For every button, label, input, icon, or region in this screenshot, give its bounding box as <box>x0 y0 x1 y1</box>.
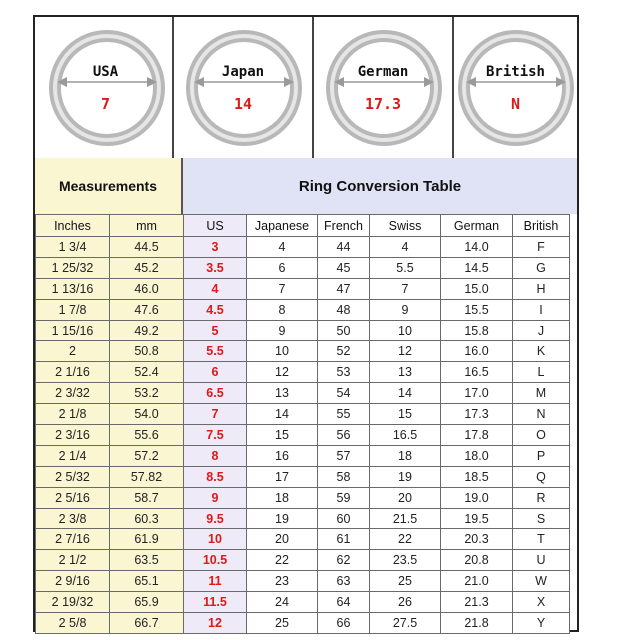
column-header-row <box>36 215 570 237</box>
cell-inches: 2 3/32 <box>36 383 110 404</box>
cell-inches: 2 1/8 <box>36 404 110 425</box>
cell-japanese: 13 <box>247 383 318 404</box>
table-row <box>36 383 570 404</box>
cell-mm: 58.7 <box>110 487 184 508</box>
cell-french: 58 <box>318 466 370 487</box>
table-row <box>36 592 570 613</box>
cell-swiss: 4 <box>370 237 441 258</box>
cell-british: M <box>513 383 570 404</box>
cell-japanese: 10 <box>247 341 318 362</box>
cell-british: U <box>513 550 570 571</box>
ring-graphic <box>35 17 174 158</box>
cell-swiss: 5.5 <box>370 257 441 278</box>
cell-inches: 2 5/32 <box>36 466 110 487</box>
ring-size-chart <box>33 15 579 632</box>
cell-british: L <box>513 362 570 383</box>
cell-us: 7.5 <box>184 425 247 446</box>
measurements-heading: Measurements <box>35 158 183 214</box>
cell-japanese: 25 <box>247 613 318 634</box>
cell-japanese: 8 <box>247 299 318 320</box>
cell-us: 5.5 <box>184 341 247 362</box>
cell-german: 16.5 <box>441 362 513 383</box>
cell-french: 59 <box>318 487 370 508</box>
ring-country-label: British <box>485 64 545 80</box>
cell-british: I <box>513 299 570 320</box>
cell-german: 14.5 <box>441 257 513 278</box>
cell-mm: 57.82 <box>110 466 184 487</box>
cell-japanese: 23 <box>247 571 318 592</box>
cell-german: 20.3 <box>441 529 513 550</box>
cell-mm: 54.0 <box>110 404 184 425</box>
ring-size-value: N <box>510 95 521 113</box>
cell-us: 10 <box>184 529 247 550</box>
cell-british: T <box>513 529 570 550</box>
cell-german: 15.5 <box>441 299 513 320</box>
cell-french: 66 <box>318 613 370 634</box>
ring-usa <box>35 17 174 158</box>
cell-french: 64 <box>318 592 370 613</box>
cell-japanese: 9 <box>247 320 318 341</box>
cell-german: 14.0 <box>441 237 513 258</box>
cell-german: 17.0 <box>441 383 513 404</box>
cell-japanese: 14 <box>247 404 318 425</box>
cell-british: G <box>513 257 570 278</box>
cell-inches: 2 5/8 <box>36 613 110 634</box>
cell-german: 19.5 <box>441 508 513 529</box>
cell-mm: 57.2 <box>110 445 184 466</box>
cell-swiss: 15 <box>370 404 441 425</box>
cell-british: S <box>513 508 570 529</box>
cell-inches: 1 25/32 <box>36 257 110 278</box>
cell-swiss: 7 <box>370 278 441 299</box>
cell-french: 62 <box>318 550 370 571</box>
cell-swiss: 14 <box>370 383 441 404</box>
cell-mm: 61.9 <box>110 529 184 550</box>
cell-british: F <box>513 237 570 258</box>
cell-us: 9 <box>184 487 247 508</box>
cell-german: 18.5 <box>441 466 513 487</box>
cell-us: 8 <box>184 445 247 466</box>
cell-french: 56 <box>318 425 370 446</box>
cell-mm: 45.2 <box>110 257 184 278</box>
cell-german: 17.3 <box>441 404 513 425</box>
cell-us: 5 <box>184 320 247 341</box>
cell-japanese: 19 <box>247 508 318 529</box>
table-row <box>36 445 570 466</box>
col-header-french: French <box>318 215 370 237</box>
cell-swiss: 18 <box>370 445 441 466</box>
cell-us: 6.5 <box>184 383 247 404</box>
cell-swiss: 16.5 <box>370 425 441 446</box>
col-header-us: US <box>184 215 247 237</box>
cell-inches: 2 19/32 <box>36 592 110 613</box>
cell-mm: 55.6 <box>110 425 184 446</box>
table-row <box>36 278 570 299</box>
table-row <box>36 425 570 446</box>
cell-mm: 44.5 <box>110 237 184 258</box>
cell-inches: 1 15/16 <box>36 320 110 341</box>
cell-swiss: 9 <box>370 299 441 320</box>
ring-graphic <box>314 17 454 158</box>
ring-graphic <box>454 17 577 158</box>
cell-us: 3.5 <box>184 257 247 278</box>
cell-inches: 2 9/16 <box>36 571 110 592</box>
ring-size-value: 17.3 <box>364 95 402 113</box>
cell-japanese: 16 <box>247 445 318 466</box>
cell-british: Y <box>513 613 570 634</box>
cell-german: 19.0 <box>441 487 513 508</box>
cell-japanese: 22 <box>247 550 318 571</box>
cell-swiss: 10 <box>370 320 441 341</box>
col-header-german: German <box>441 215 513 237</box>
cell-swiss: 25 <box>370 571 441 592</box>
cell-mm: 66.7 <box>110 613 184 634</box>
col-header-mm: mm <box>110 215 184 237</box>
table-row <box>36 299 570 320</box>
cell-swiss: 19 <box>370 466 441 487</box>
cell-british: P <box>513 445 570 466</box>
cell-japanese: 4 <box>247 237 318 258</box>
cell-french: 47 <box>318 278 370 299</box>
col-header-inches: Inches <box>36 215 110 237</box>
cell-mm: 53.2 <box>110 383 184 404</box>
cell-inches: 1 13/16 <box>36 278 110 299</box>
cell-french: 61 <box>318 529 370 550</box>
cell-inches: 2 1/4 <box>36 445 110 466</box>
cell-mm: 52.4 <box>110 362 184 383</box>
ring-strip <box>35 17 577 160</box>
table-row <box>36 613 570 634</box>
cell-japanese: 17 <box>247 466 318 487</box>
cell-mm: 49.2 <box>110 320 184 341</box>
cell-swiss: 13 <box>370 362 441 383</box>
cell-mm: 47.6 <box>110 299 184 320</box>
cell-us: 12 <box>184 613 247 634</box>
cell-inches: 2 5/16 <box>36 487 110 508</box>
cell-us: 10.5 <box>184 550 247 571</box>
table-row <box>36 466 570 487</box>
col-header-swiss: Swiss <box>370 215 441 237</box>
cell-japanese: 6 <box>247 257 318 278</box>
cell-german: 15.0 <box>441 278 513 299</box>
cell-mm: 60.3 <box>110 508 184 529</box>
cell-british: J <box>513 320 570 341</box>
cell-british: W <box>513 571 570 592</box>
cell-swiss: 27.5 <box>370 613 441 634</box>
cell-swiss: 21.5 <box>370 508 441 529</box>
cell-inches: 2 3/8 <box>36 508 110 529</box>
table-row <box>36 237 570 258</box>
cell-german: 21.8 <box>441 613 513 634</box>
ring-graphic <box>174 17 314 158</box>
cell-us: 11 <box>184 571 247 592</box>
cell-inches: 2 1/2 <box>36 550 110 571</box>
col-header-british: British <box>513 215 570 237</box>
table-row <box>36 362 570 383</box>
cell-japanese: 20 <box>247 529 318 550</box>
cell-german: 21.3 <box>441 592 513 613</box>
cell-swiss: 22 <box>370 529 441 550</box>
cell-inches: 2 1/16 <box>36 362 110 383</box>
cell-us: 4 <box>184 278 247 299</box>
cell-us: 6 <box>184 362 247 383</box>
cell-inches: 2 7/16 <box>36 529 110 550</box>
cell-swiss: 20 <box>370 487 441 508</box>
cell-french: 52 <box>318 341 370 362</box>
table-row <box>36 320 570 341</box>
table-row <box>36 257 570 278</box>
cell-japanese: 12 <box>247 362 318 383</box>
cell-mm: 46.0 <box>110 278 184 299</box>
cell-inches: 1 7/8 <box>36 299 110 320</box>
cell-french: 53 <box>318 362 370 383</box>
cell-german: 17.8 <box>441 425 513 446</box>
table-row <box>36 487 570 508</box>
cell-british: X <box>513 592 570 613</box>
col-header-japanese: Japanese <box>247 215 318 237</box>
cell-japanese: 18 <box>247 487 318 508</box>
cell-japanese: 15 <box>247 425 318 446</box>
cell-swiss: 12 <box>370 341 441 362</box>
cell-swiss: 26 <box>370 592 441 613</box>
cell-us: 11.5 <box>184 592 247 613</box>
cell-mm: 63.5 <box>110 550 184 571</box>
ring-size-value: 14 <box>233 95 253 113</box>
cell-us: 9.5 <box>184 508 247 529</box>
table-row <box>36 571 570 592</box>
cell-french: 50 <box>318 320 370 341</box>
cell-german: 21.0 <box>441 571 513 592</box>
cell-us: 4.5 <box>184 299 247 320</box>
ring-german <box>314 17 454 158</box>
cell-swiss: 23.5 <box>370 550 441 571</box>
ring-country-label: Japan <box>221 64 265 80</box>
cell-german: 16.0 <box>441 341 513 362</box>
conversion-table <box>35 214 570 634</box>
cell-inches: 2 <box>36 341 110 362</box>
cell-british: O <box>513 425 570 446</box>
table-title: Ring Conversion Table <box>183 158 577 214</box>
table-row <box>36 529 570 550</box>
cell-french: 44 <box>318 237 370 258</box>
ring-british <box>454 17 577 158</box>
cell-mm: 65.9 <box>110 592 184 613</box>
cell-british: H <box>513 278 570 299</box>
cell-french: 60 <box>318 508 370 529</box>
table-row <box>36 508 570 529</box>
cell-mm: 65.1 <box>110 571 184 592</box>
cell-us: 8.5 <box>184 466 247 487</box>
table-row <box>36 550 570 571</box>
cell-french: 57 <box>318 445 370 466</box>
table-row <box>36 341 570 362</box>
ring-size-value: 7 <box>100 95 111 113</box>
ring-japan <box>174 17 314 158</box>
ring-country-label: USA <box>92 64 119 80</box>
ring-country-label: German <box>357 64 409 80</box>
cell-german: 18.0 <box>441 445 513 466</box>
cell-german: 15.8 <box>441 320 513 341</box>
cell-british: K <box>513 341 570 362</box>
cell-inches: 1 3/4 <box>36 237 110 258</box>
cell-french: 45 <box>318 257 370 278</box>
cell-french: 55 <box>318 404 370 425</box>
cell-mm: 50.8 <box>110 341 184 362</box>
cell-british: R <box>513 487 570 508</box>
cell-inches: 2 3/16 <box>36 425 110 446</box>
cell-british: Q <box>513 466 570 487</box>
cell-us: 3 <box>184 237 247 258</box>
cell-british: N <box>513 404 570 425</box>
cell-japanese: 7 <box>247 278 318 299</box>
cell-japanese: 24 <box>247 592 318 613</box>
cell-french: 54 <box>318 383 370 404</box>
cell-us: 7 <box>184 404 247 425</box>
table-row <box>36 404 570 425</box>
cell-german: 20.8 <box>441 550 513 571</box>
cell-french: 48 <box>318 299 370 320</box>
cell-french: 63 <box>318 571 370 592</box>
